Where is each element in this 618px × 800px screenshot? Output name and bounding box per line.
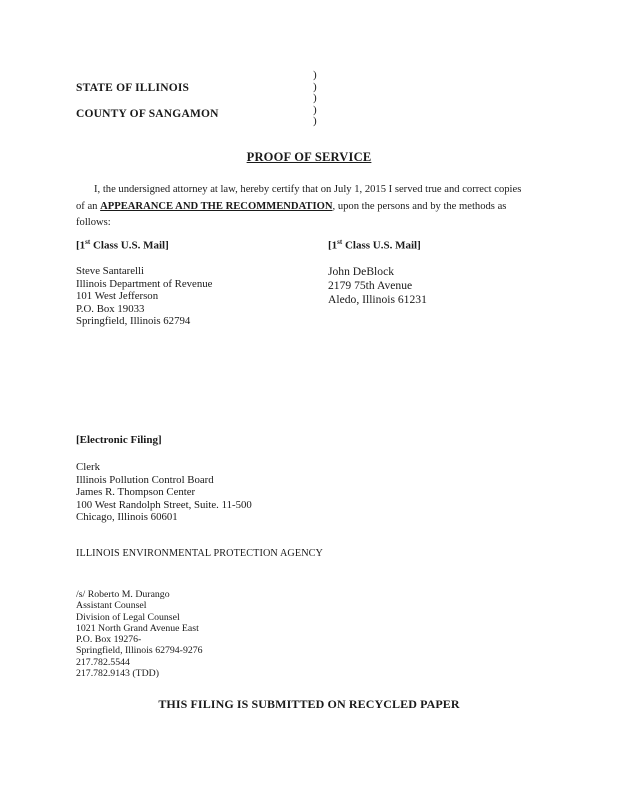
caption-paren: ) bbox=[313, 103, 317, 116]
document-title: PROOF OF SERVICE bbox=[246, 150, 372, 164]
left-service-method bbox=[76, 238, 169, 252]
method-text: [1 bbox=[328, 239, 338, 252]
signature-line: /s/ Roberto M. Durango bbox=[76, 589, 170, 600]
signature-line: Springfield, Illinois 62794-9276 bbox=[76, 645, 203, 657]
signature-line: 217.782.9143 (TDD) bbox=[76, 668, 159, 680]
agency-name: ILLINOIS ENVIRONMENTAL PROTECTION AGENCY bbox=[76, 548, 324, 559]
address-line: 2179 75th Avenue bbox=[328, 279, 413, 292]
address-line: John DeBlock bbox=[328, 265, 395, 278]
caption-parentheses bbox=[313, 70, 317, 128]
method-text: Class U.S. Mail] bbox=[90, 239, 169, 252]
state-caption: STATE OF ILLINOIS bbox=[76, 82, 190, 94]
certification-line: I, the undersigned attorney at law, hereby certify that on July 1, 2015 I served true and correct copies bbox=[94, 184, 522, 195]
signature-line: P.O. Box 19276- bbox=[76, 634, 142, 646]
address-line: Springfield, Illinois 62794 bbox=[76, 315, 191, 327]
address-line: Steve Santarelli bbox=[76, 265, 145, 277]
address-line: 100 West Randolph Street, Suite. 11-500 bbox=[76, 498, 252, 511]
caption-paren: ) bbox=[313, 80, 317, 93]
caption-paren: ) bbox=[313, 92, 317, 104]
right-service-method bbox=[328, 238, 421, 252]
signature-line: 217.782.5544 bbox=[76, 656, 130, 668]
certification-paragraph bbox=[76, 182, 556, 232]
electronic-service-method: [Electronic Filing] bbox=[76, 434, 162, 446]
right-service-address bbox=[328, 265, 427, 307]
address-line: 101 West Jefferson bbox=[76, 290, 159, 302]
left-service-address bbox=[76, 265, 212, 328]
address-line: Chicago, Illinois 60601 bbox=[76, 511, 178, 523]
certification-line: follows: bbox=[76, 217, 111, 228]
signature-line: Assistant Counsel bbox=[76, 600, 147, 612]
method-text: Class U.S. Mail] bbox=[342, 239, 421, 252]
signature-block bbox=[76, 589, 203, 679]
signature-line: Division of Legal Counsel bbox=[76, 611, 180, 623]
address-line: Aledo, Illinois 61231 bbox=[328, 293, 427, 306]
method-superscript: st bbox=[337, 238, 343, 246]
certification-text: of an bbox=[76, 200, 101, 212]
signature-line: 1021 North Grand Avenue East bbox=[76, 622, 199, 634]
address-line: Clerk bbox=[76, 461, 100, 473]
served-document-name: APPEARANCE AND THE RECOMMENDATION bbox=[100, 200, 333, 212]
certification-text: , upon the persons and by the methods as bbox=[332, 200, 507, 212]
address-line: Illinois Pollution Control Board bbox=[76, 473, 214, 486]
recycled-paper-notice: THIS FILING IS SUBMITTED ON RECYCLED PAPER bbox=[158, 697, 460, 711]
county-caption: COUNTY OF SANGAMON bbox=[76, 108, 219, 120]
address-line: James R. Thompson Center bbox=[76, 486, 196, 498]
address-line: Illinois Department of Revenue bbox=[76, 277, 213, 290]
caption-paren: ) bbox=[313, 69, 317, 81]
address-line: P.O. Box 19033 bbox=[76, 302, 145, 315]
method-text: [1 bbox=[76, 239, 86, 252]
method-superscript: st bbox=[85, 238, 91, 246]
caption-paren: ) bbox=[313, 115, 317, 127]
certification-line bbox=[76, 199, 556, 216]
electronic-service-address bbox=[76, 461, 252, 524]
